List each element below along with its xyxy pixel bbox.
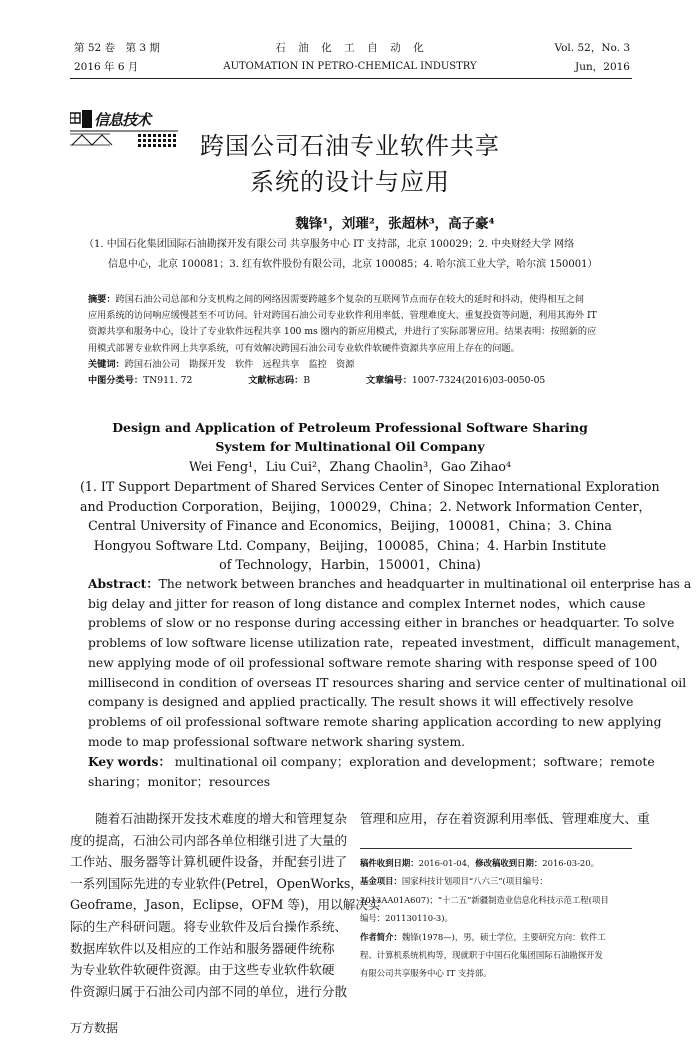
en-affiliation-line: Central University of Finance and Economics，Beijing，100081，China；3. China [88,518,612,534]
cn-title-line1: 跨国公司石油专业软件共享 [200,132,500,160]
author-bio-line3: 有限公司共享服务中心 IT 支持部。 [360,968,492,979]
cn-affiliation-line1: （1. 中国石化集团国际石油勘探开发有限公司 共享服务中心 IT 支持部，北京 100029；2. 中央财经大学 网络 [84,239,575,250]
en-keywords-label: Key words： [88,754,171,770]
fund-label: 基金项目： [360,876,402,887]
footnote [360,854,635,983]
en-authors: Wei Feng¹，Liu Cui²，Zhang Chaolin³，Gao Zihao⁴ [188,459,511,474]
clc-value: TN911. 72 [143,375,193,387]
cn-abstract-line: 用模式部署专业软件网上共享系统，可有效解决跨国石油公司专业软件软硬件资源共享应用上存在的问题。 [88,342,520,354]
en-abstract-line: millisecond in condition of overseas IT resources sharing and service center of multinational oil [88,675,687,690]
en-affiliation-line: and Production Corporation，Beijing，100029，China；2. Network Information Center， [80,498,652,514]
fund-line2: 2013AA01A607)；“十二五”新疆制造业信息化科技示范工程(项目 [360,894,609,905]
received-label: 稿件收到日期： [360,858,419,868]
author-bio-line2: 程、计算机系统机构等，现就职于中国石化集团国际石油勘探开发 [360,950,603,961]
body-line: 随着石油勘探开发技术难度的增大和管理复杂 [70,811,348,826]
cn-keywords: 跨国石油公司 勘探开发 软件 远程共享 监控 资源 [124,358,355,370]
article-no-value: 1007-7324(2016)03-0050-05 [411,375,546,387]
body-line: 工作站、服务器等计算机硬件设备，并配套引进了 [70,854,348,870]
body-line: 为专业软件软硬件资源。由于这些专业软件软硬 [70,962,335,978]
author-bio-line1: 魏锋(1978—)，男，硕士学位，主要研究方向：软件工 [401,931,606,942]
cn-title-line2: 系统的设计与应用 [250,168,450,196]
en-abstract-line: new applying mode of oil professional software remote sharing with response speed of 100 [88,655,658,670]
en-keywords-line2: sharing；monitor；resources [88,775,271,790]
en-abstract-label: Abstract： [88,576,159,591]
journal-vol-en: Vol. 52，No. 3 [554,42,630,54]
en-abstract-line: problems of oil professional software remote sharing application according to new applying [88,714,662,729]
watermark: 万方数据 [70,1021,119,1035]
body-line: 一系列国际先进的专业软件(Petrel，OpenWorks， [70,875,363,891]
en-abstract-line: problems of low software license utilization rate，repeated investment，difficult management， [88,636,689,651]
column-logo-text: 信息技术 [94,111,151,129]
en-affiliation-line: of Technology，Harbin，150001，China) [219,557,481,573]
cn-affiliation-line2: 信息中心，北京 100081；3. 红有软件股份有限公司，北京 100085；4. 哈尔滨工业大学，哈尔滨 150001） [108,259,598,270]
journal-name-cn: 石 油 化 工 自 动 化 [275,42,425,54]
body-line: 度的提高，石油公司内部各单位相继引进了大量的 [70,832,348,848]
journal-name-en: AUTOMATION IN PETRO-CHEMICAL INDUSTRY [223,61,477,72]
journal-date-en: Jun，2016 [575,61,630,73]
cn-abstract-line: 跨国石油公司总部和分支机构之间的网络因需要跨越多个复杂的互联网节点而存在较大的延时和抖动，使得相互之间 [115,294,585,305]
en-affiliations [80,477,660,575]
journal-volume: 第 52 卷 第 3 期 [74,42,160,54]
cn-abstract-line: 应用系统的访问响应缓慢甚至不可访问。针对跨国石油公司专业软件利用率低、管理难度大、重复投资等问题，利用其海外 IT [88,310,597,322]
en-title-line2: System for Multinational Oil Company [215,439,485,454]
cn-abstract-line: 资源共享和服务中心，设计了专业软件远程共享 100 ms 圈内的新应用模式，并进行了实际部署应用。结果表明：按照新的应 [88,326,597,338]
body-line: 数据库软件以及相应的工作站和服务器硬件统称 [70,940,335,956]
en-abstract-line: company is designed and applied practically. The result shows it will effectively resolve [88,695,634,710]
revised-date: 2016-03-20。 [542,858,599,868]
article-no-label: 文章编号： [365,375,412,387]
en-abstract [88,574,692,793]
received-date: 2016-01-04， [418,858,476,868]
en-abstract-line: The network between branches and headquarter in multinational oil enterprise has a [158,577,692,591]
cn-authors: 魏锋¹，刘璀²，张超林³，高子豪⁴ [295,216,495,232]
doc-code-value: B [303,375,311,387]
cn-abstract-label: 摘要： [88,294,116,305]
body-line: Geoframe，Jason，Eclipse，OFM 等)，用以解决实 [70,897,381,913]
en-abstract-line: big delay and jitter for reason of long distance and complex Internet nodes，which cause [88,596,646,611]
fund-line1: 国家科技计划项目“八六三”(项目编号： [401,876,548,887]
en-affiliation-line: Hongyou Software Ltd. Company，Beijing，100085，China；4. Harbin Institute [93,537,607,553]
en-keywords-line1: multinational oil company；exploration and development；software；remote [174,755,655,770]
cn-keywords-label: 关键词： [88,358,125,370]
en-affiliation-line: (1. IT Support Department of Shared Services Center of Sinopec International Exploration [80,479,660,494]
clc-label: 中图分类号： [88,375,144,387]
journal-date: 2016 年 6 月 [74,61,139,73]
body-right-first-line: 管理和应用，存在着资源利用率低、管理难度大、重 [360,811,650,826]
footnote-rule [360,848,632,849]
cn-abstract [88,292,633,389]
en-abstract-line: problems of slow or no response during accessing either in branches or headquarter. To solve [88,616,675,631]
revised-label: 修改稿收到日期： [475,858,543,868]
en-abstract-line: mode to map professional software network sharing system. [88,734,466,749]
en-title-line1: Design and Application of Petroleum Professional Software Sharing [112,420,588,435]
doc-code-label: 文献标志码： [248,375,304,387]
body-line: 件资源归属于石油公司内部不同的单位，进行分散 [70,983,348,999]
fund-line3: 编号：201130110-3)。 [360,913,453,924]
header-rule [70,78,632,79]
author-bio-label: 作者简介： [360,931,402,942]
body-line: 际的生产科研问题。将专业软件及后台操作系统、 [70,918,348,934]
